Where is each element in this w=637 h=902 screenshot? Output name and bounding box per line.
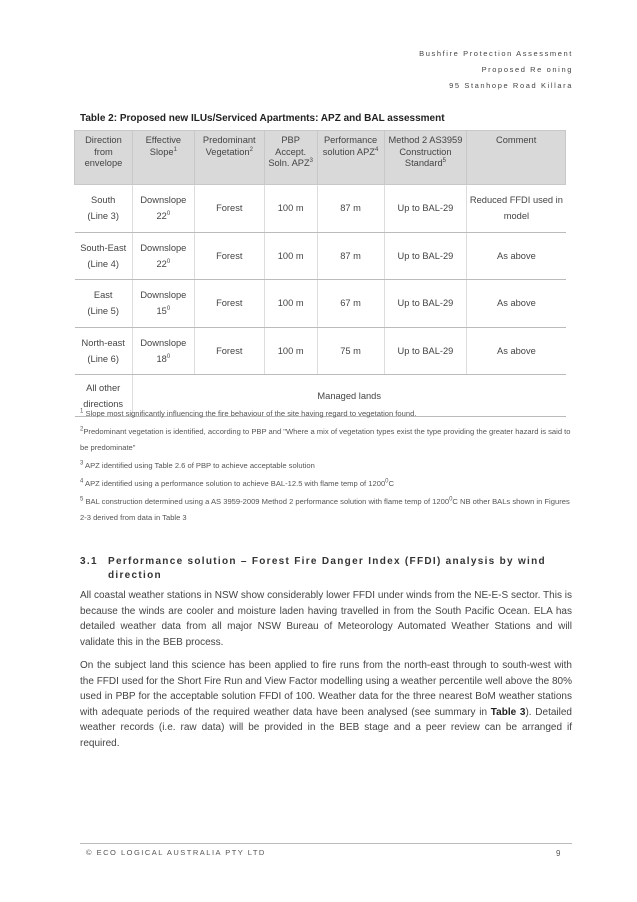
header-doc-title: Bushfire Protection Assessment bbox=[419, 49, 573, 58]
cell-pbp-apz: 100 m bbox=[264, 280, 317, 328]
table-row bbox=[75, 280, 566, 328]
cell-pbp-apz: 100 m bbox=[264, 185, 317, 233]
footer-divider bbox=[80, 843, 572, 844]
header-address: 95 Stanhope Road Killara bbox=[449, 81, 573, 90]
section-title-continued: direction bbox=[108, 570, 162, 581]
cell-comment: Reduced FFDI used in model bbox=[467, 185, 566, 233]
col-header-slope: Effective Slope$^1$ bbox=[132, 131, 194, 185]
cell-direction: All other directions bbox=[75, 375, 133, 417]
cell-direction: South (Line 3) bbox=[75, 185, 133, 233]
cell-pbp-apz: 100 m bbox=[264, 232, 317, 280]
cell-bal: Up to BAL-29 bbox=[384, 232, 467, 280]
cell-vegetation: Forest bbox=[194, 327, 264, 375]
cell-vegetation: Forest bbox=[194, 280, 264, 328]
footer-copyright: © ECO LOGICAL AUSTRALIA PTY LTD bbox=[86, 848, 266, 857]
cell-bal: Up to BAL-29 bbox=[384, 185, 467, 233]
cell-perf-apz: 87 m bbox=[317, 232, 384, 280]
footnote-4: $^4$ APZ identified using a performance solution to achieve BAL-12.5 with flame temp of 1200$^0$C bbox=[80, 478, 394, 488]
footnote-3: $^3$ APZ identified using Table 2.6 of PBP to achieve acceptable solution bbox=[80, 460, 315, 470]
section-title: Performance solution – Forest Fire Danger Index (FFDI) analysis by wind bbox=[108, 556, 546, 567]
table-caption: Table 2: Proposed new ILUs/Serviced Apartments: APZ and BAL assessment bbox=[80, 113, 445, 124]
page-number: 9 bbox=[556, 849, 561, 858]
table-reference: Table 3 bbox=[490, 706, 526, 718]
cell-perf-apz: 87 m bbox=[317, 185, 384, 233]
section-number: 3.1 bbox=[80, 556, 98, 567]
apz-bal-table bbox=[74, 130, 566, 417]
col-header-perf-apz: Performance solution APZ$^4$ bbox=[317, 131, 384, 185]
cell-comment: As above bbox=[467, 327, 566, 375]
col-header-direction: Direction from envelope bbox=[75, 131, 133, 185]
cell-bal: Up to BAL-29 bbox=[384, 327, 467, 375]
footnote-2: $^2$Predominant vegetation is identified, according to PBP and "Where a mix of vegetation types exist the type providing the greater hazard is said to be predominate" bbox=[80, 426, 571, 452]
table-row bbox=[75, 185, 566, 233]
cell-bal: Up to BAL-29 bbox=[384, 280, 467, 328]
col-header-construction: Method 2 AS3959 Construction Standard$^5$ bbox=[384, 131, 467, 185]
cell-perf-apz: 67 m bbox=[317, 280, 384, 328]
cell-managed-lands: Managed lands bbox=[132, 375, 565, 417]
header-proposal: Proposed Re oning bbox=[481, 65, 573, 74]
table-row bbox=[75, 327, 566, 375]
cell-direction: South-East (Line 4) bbox=[75, 232, 133, 280]
cell-slope: Downslope $22^0$ bbox=[132, 232, 194, 280]
cell-comment: As above bbox=[467, 232, 566, 280]
col-header-vegetation: Predominant Vegetation$^2$ bbox=[194, 131, 264, 185]
col-header-pbp-apz: PBP Accept. Soln. APZ$^3$ bbox=[264, 131, 317, 185]
cell-slope: Downslope $22^0$ bbox=[132, 185, 194, 233]
table-header-row bbox=[75, 131, 566, 185]
cell-direction: East (Line 5) bbox=[75, 280, 133, 328]
cell-slope: Downslope $18^0$ bbox=[132, 327, 194, 375]
page-header bbox=[419, 46, 573, 94]
cell-vegetation: Forest bbox=[194, 185, 264, 233]
cell-pbp-apz: 100 m bbox=[264, 327, 317, 375]
paragraph-coastal-stations: All coastal weather stations in NSW show considerably lower FFDI under winds from the NE-E-S sector. This is because the winds are cooler and moisture laden having travelled in from the South Pacific Ocean. ELA has detailed weather data from all major NSW Bureau of Meteorology Automated Weather Stations and will validate this in the BEB process. bbox=[80, 590, 572, 648]
cell-comment: As above bbox=[467, 280, 566, 328]
cell-perf-apz: 75 m bbox=[317, 327, 384, 375]
col-header-comment: Comment bbox=[467, 131, 566, 185]
cell-direction: North-east (Line 6) bbox=[75, 327, 133, 375]
table-row bbox=[75, 232, 566, 280]
paragraph-subject-land: On the subject land this science has been applied to fire runs from the north-east through to south-west with the FFDI used for the Short Fire Run and View Factor modelling using a weather percentile well above the 80% used in PBP for the acceptable solution FFDI of 100. Weather data for the three nearest BoM weather stations with adequate periods of the required weather data have been analysed (see summary in Table 3). Detailed weather records (i.e. raw data) will be provided in the BEB stage and a peer review can be arranged if required. bbox=[80, 660, 572, 749]
cell-vegetation: Forest bbox=[194, 232, 264, 280]
footnote-5: $^5$ BAL construction determined using a AS 3959-2009 Method 2 performance solution with flame temp of 1200$^0$C NB other BALs shown in Figures 2-3 derived from data in Table 3 bbox=[80, 496, 570, 522]
section-heading bbox=[80, 555, 572, 583]
footnote-1: $^1$ Slope most significantly influencing the fire behaviour of the site having regard to vegetation found. bbox=[80, 408, 417, 418]
cell-slope: Downslope $15^0$ bbox=[132, 280, 194, 328]
